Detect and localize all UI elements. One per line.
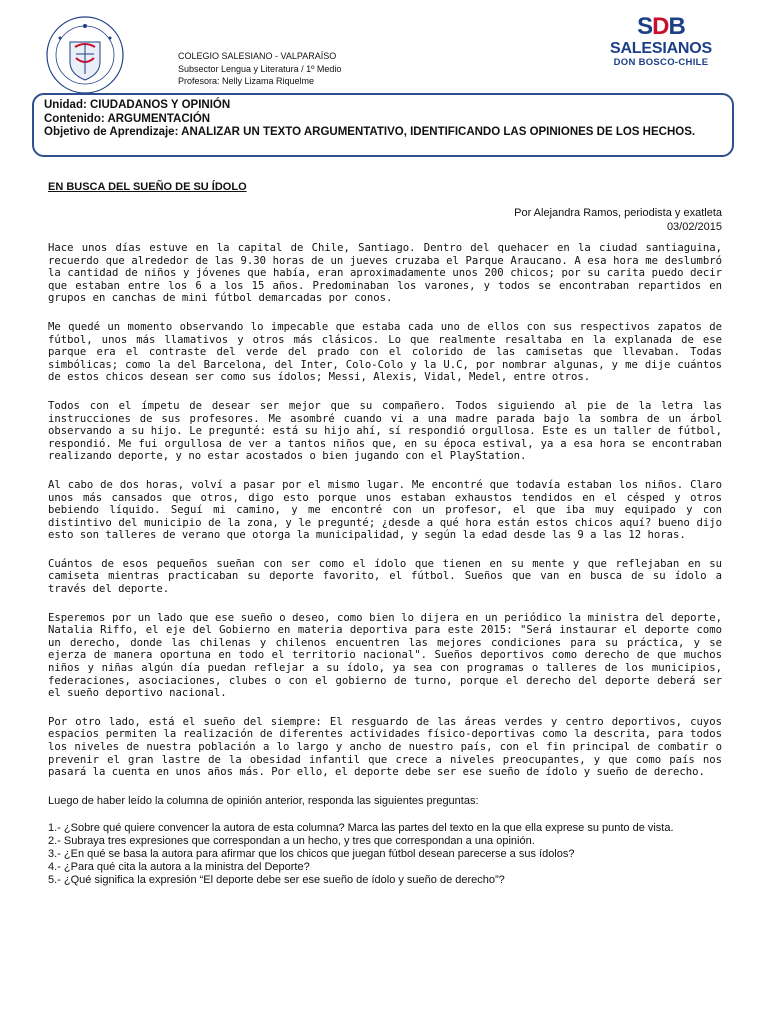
article-paragraph: Cuántos de esos pequeños sueñan con ser como el ídolo que tienen en su mente y que reflejaban en su camiseta mientras practicaban su deporte favorito, el fútbol. Sueños que van en busca de su ídolo a través del deporte.	[48, 557, 722, 596]
subject-line: Subsector Lengua y Literatura / 1º Medio	[178, 63, 342, 74]
article-title: EN BUSCA DEL SUEÑO DE SU ÍDOLO	[48, 181, 247, 193]
questions-list	[48, 822, 728, 887]
question-item: 2.- Subraya tres expresiones que correspondan a un hecho, y tres que correspondan a una opinión.	[48, 835, 535, 847]
questions-intro: Luego de haber leído la columna de opinión anterior, responda las siguientes preguntas:	[48, 795, 479, 807]
school-crest-logo	[40, 14, 130, 96]
sdb-mark-s: S	[637, 13, 653, 40]
article-paragraph: Me quedé un momento observando lo impecable que estaba cada uno de ellos con sus respectivos zapatos de fútbol, unos más llamativos y otros más clásicos. Lo que realmente resaltaba en la explanada de ese parque era el contraste del verde del prado con el colorido de las camisetas que llevaban. Todas simbólicas; como la del Barcelona, del Inter, Colo-Colo y la U.C, por nombrar algunas, y me dije cuántos de estos chicos desean ser como sus ídolos; Messi, Alexis, Vidal, Medel, entre otros.	[48, 320, 722, 384]
question-item: 4.- ¿Para qué cita la autora a la ministra del Deporte?	[48, 861, 310, 873]
questions-section	[48, 795, 728, 887]
article-date: 03/02/2015	[666, 221, 722, 233]
school-name: COLEGIO SALESIANO - VALPARAÍSO	[178, 51, 337, 61]
sdb-mark-b: B	[668, 13, 685, 40]
school-info	[178, 50, 341, 88]
question-item: 3.- ¿En qué se basa la autora para afirmar que los chicos que juegan fútbol desean parecerse a sus ídolos?	[48, 848, 575, 860]
objective-line: Objetivo de Aprendizaje: ANALIZAR UN TEXTO ARGUMENTATIVO, IDENTIFICANDO LAS OPINIONES DE LOS HECHOS.	[44, 126, 696, 138]
article-byline: Por Alejandra Ramos, periodista y exatleta	[514, 207, 722, 219]
salesianos-logo	[588, 14, 734, 76]
question-item: 5.- ¿Qué significa la expresión “El deporte debe ser ese sueño de ídolo y sueño de derecho”?	[48, 874, 505, 886]
sdb-mark-d: D	[652, 13, 669, 40]
unit-info-box	[32, 93, 734, 157]
question-item: 1.- ¿Sobre qué quiere convencer la autora de esta columna? Marca las partes del texto en la que ella exprese su punto de vista.	[48, 822, 674, 834]
article-paragraph: Esperemos por un lado que ese sueño o deseo, como bien lo dijera en un periódico la ministra del deporte, Natalia Riffo, el eje del Gobierno en materia deportiva para este 2015: "Será instaurar el deporte como un derecho, donde las chilenas y chilenos encuentren las mejores condiciones para su práctica, y se ejerza de manera oportuna en todo el territorio nacional". Sueños deportivos como derecho de que muchos niños y niñas algún día puedan reflejar a su ídolo, ya sea con programas o talleres de los municipios, federaciones, asociaciones, clubes o con el gobierno de turno, porque el derecho del deporte deberá ser el sueño deportivo nacional.	[48, 611, 722, 700]
sdb-mark	[588, 14, 734, 40]
content-line: Contenido: ARGUMENTACIÓN	[44, 112, 211, 125]
article-paragraph: Todos con el ímpetu de desear ser mejor que su compañero. Todos siguiendo al pie de la letra las instrucciones de sus profesores. Me asombré cuando vi a una madre parada bajo la sombra de un árbol observando a su hijo. Le pregunté: está su hijo ahí, sí respondió orgullosa. Este es un taller de fútbol, respondió. Me fui orgullosa de ver a tantos niños que, en su época estival, ya a esa hora se encontraban realizando deporte, y no estar acostados o bien jugando con el PlayStation.	[48, 399, 722, 463]
article-paragraph: Hace unos días estuve en la capital de Chile, Santiago. Dentro del quehacer en la ciudad santiaguina, recuerdo que alrededor de las 9.30 horas de un jueves cruzaba el Parque Araucano. A esa hora me deslumbró la cantidad de niños y jóvenes que había, eran aproximadamente unos 200 chicos; por su carita puedo decir que estaban entre los 6 a los 15 años. Predominaban los varones, y todos se encontraban repartidos en grupos en canchas de mini fútbol demarcadas por conos.	[48, 242, 722, 305]
article-body	[48, 242, 722, 795]
article-paragraph: Por otro lado, está el sueño del siempre: El resguardo de las áreas verdes y centro deportivos, cuyos espacios permiten la realización de diferentes actividades físico-deportivas como la descrita, para todos los niveles de nuestra población a lo largo y ancho de nuestro país, con el fin principal de combatir o prevenir el gran lastre de la obesidad infantil que crece a niveles preocupantes, y que como país nos pasará la cuenta en unos años más. Por ello, el deporte debe ser ese sueño de ídolo y sueño de derecho.	[48, 715, 722, 779]
brand-name: SALESIANOS	[609, 40, 713, 57]
article-paragraph: Al cabo de dos horas, volví a pasar por el mismo lugar. Me encontré que todavía estaban los niños. Claro unos más cansados que otros, digo esto porque unos estaban exhaustos tendidos en el césped y otros bebiendo líquido. Seguí mi camino, y me encontré con un profesor, el que iba muy equipado y con distintivo del municipio de la zona, y le pregunté; ¿desde a qué hora están estos chicos aquí? bueno dijo esto son talleres de verano que otorga la municipalidad, y según la edad desde las 9 a las 12 horas.	[48, 478, 722, 542]
unit-line: Unidad: CIUDADANOS Y OPINIÓN	[44, 99, 231, 111]
brand-subtitle: DON BOSCO-CHILE	[613, 57, 709, 68]
teacher-line: Profesora: Nelly Lizama Riquelme	[178, 76, 315, 86]
article-byline-block	[514, 206, 722, 234]
salesian-school-crest-icon	[40, 14, 130, 96]
